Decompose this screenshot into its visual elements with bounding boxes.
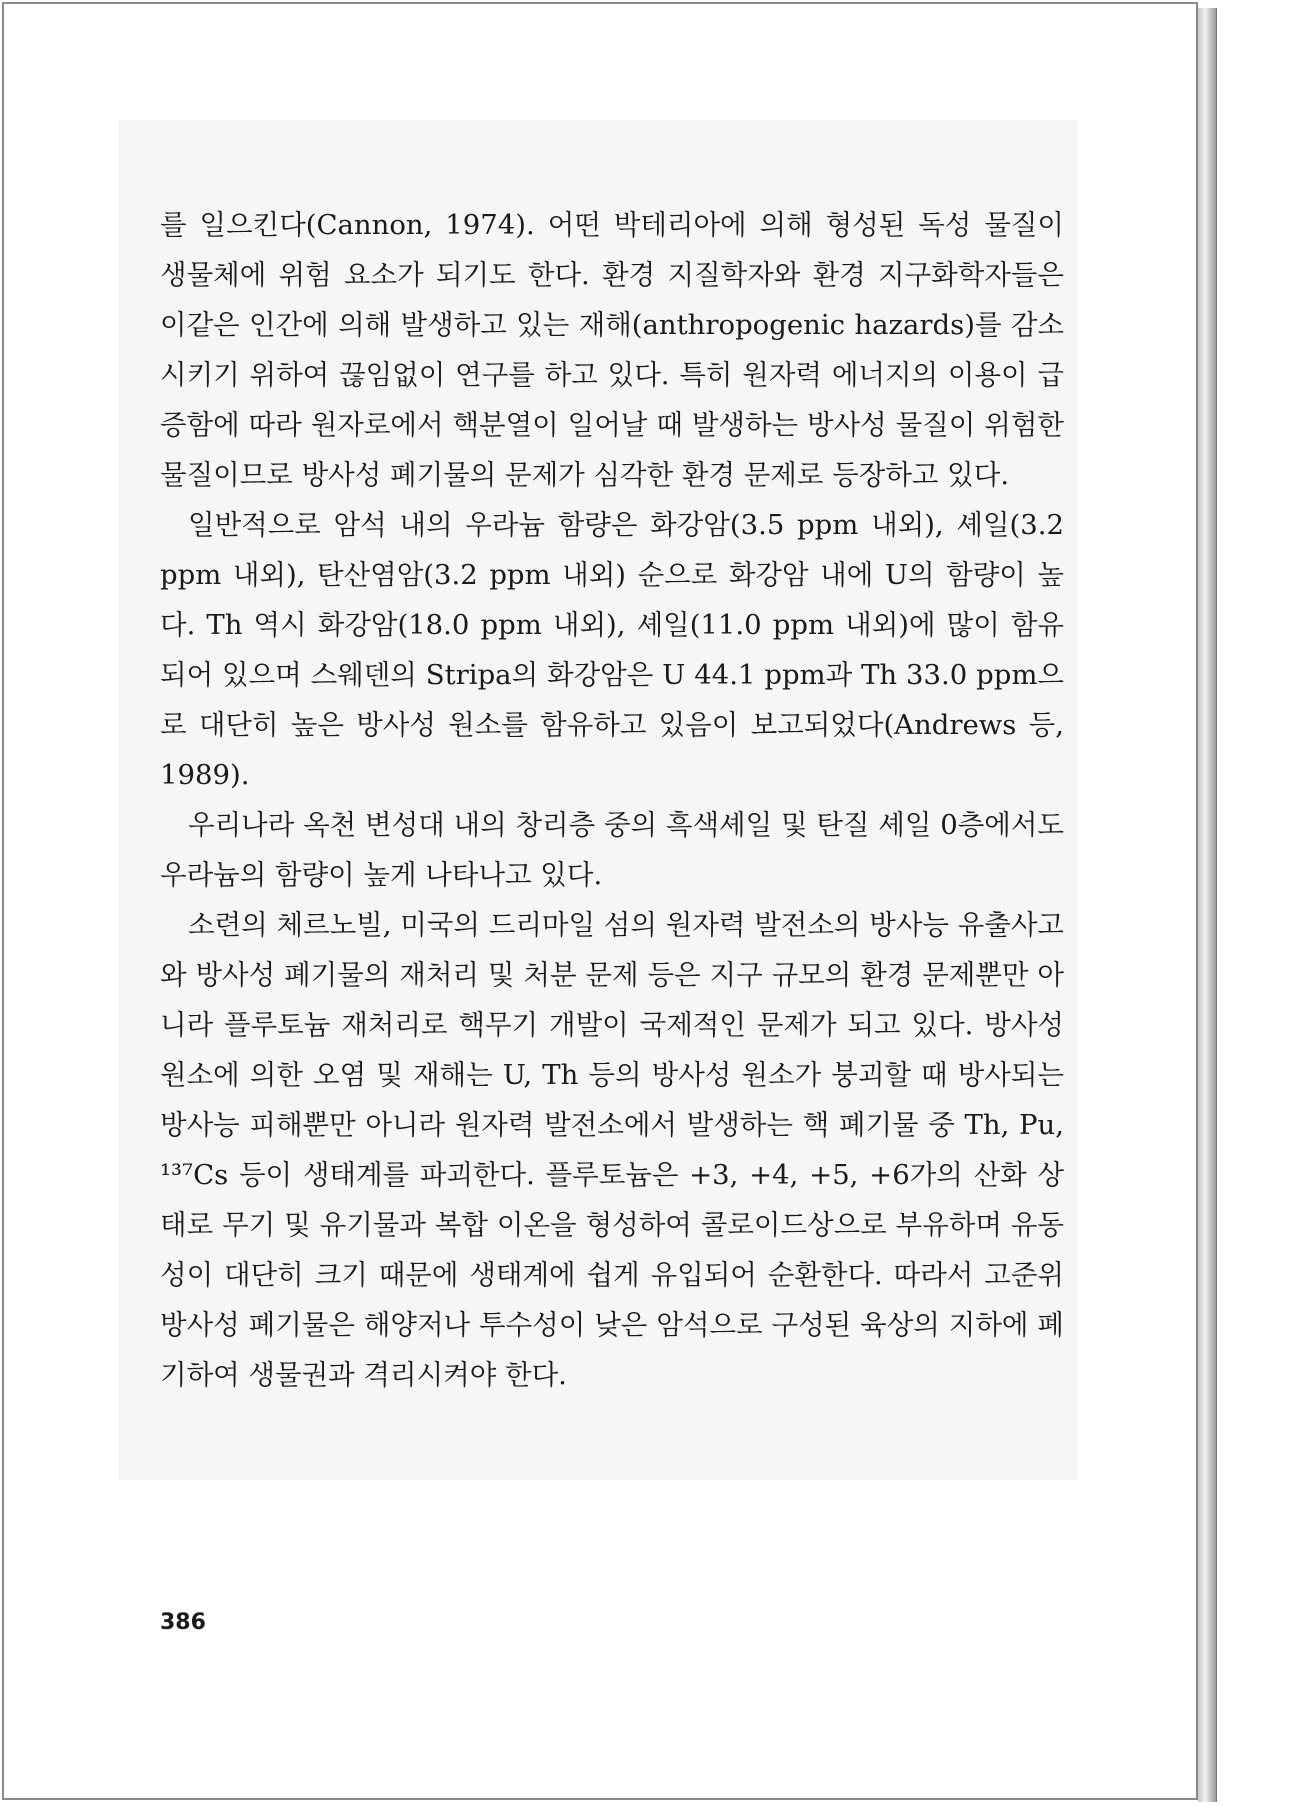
paragraph-2: 일반적으로 암석 내의 우라늄 함량은 화강암(3.5 ppm 내외), 셰일(3.2 ppm 내외), 탄산염암(3.2 ppm 내외) 순으로 화강암 내에 U의 함량이 높다. Th 역시 화강암(18.0 ppm 내외), 셰일(11.0 ppm 내외)에 많이 함유되어 있으며 스웨덴의 Stripa의 화강암은 U 44.1 ppm과 Th 33.0 ppm으로 대단히 높은 방사성 원소를 함유하고 있음이 보고되었다(Andrews 등, 1989). [160, 509, 1064, 791]
paragraph-4: 소련의 체르노빌, 미국의 드리마일 섬의 원자력 발전소의 방사능 유출사고와 방사성 폐기물의 재처리 및 처분 문제 등은 지구 규모의 환경 문제뿐만 아니라 플루토늄 재처리로 핵무기 개발이 국제적인 문제가 되고 있다. 방사성 원소에 의한 오염 및 재해는 U, Th 등의 방사성 원소가 붕괴할 때 방사되는 방사능 피해뿐만 아니라 원자력 발전소에서 발생하는 핵 폐기물 중 Th, Pu, ¹³⁷Cs 등이 생태계를 파괴한다. 플루토늄은 +3, +4, +5, +6가의 산화 상태로 무기 및 유기물과 복합 이온을 형성하여 콜로이드상으로 부유하며 유동성이 대단히 크기 때문에 생태계에 쉽게 유입되어 순환한다. 따라서 고준위 방사성 폐기물은 해양저나 투수성이 낮은 암석으로 구성된 육상의 지하에 폐기하여 생물권과 격리시켜야 한다. [160, 909, 1064, 1391]
page-number: 386 [160, 1610, 206, 1635]
page-edge-shadow [1198, 8, 1217, 1802]
body-text [160, 200, 1064, 1400]
paragraph-1: 를 일으킨다(Cannon, 1974). 어떤 박테리아에 의해 형성된 독성 물질이 생물체에 위험 요소가 되기도 한다. 환경 지질학자와 환경 지구화학자들은 이같은 인간에 의해 발생하고 있는 재해(anthropogenic hazards)를 감소시키기 위하여 끊임없이 연구를 하고 있다. 특히 원자력 에너지의 이용이 급증함에 따라 원자로에서 핵분열이 일어날 때 발생하는 방사성 물질이 위험한 물질이므로 방사성 폐기물의 문제가 심각한 환경 문제로 등장하고 있다. [160, 209, 1064, 491]
paragraph-3: 우리나라 옥천 변성대 내의 창리층 중의 흑색셰일 및 탄질 셰일 0층에서도 우라늄의 함량이 높게 나타나고 있다. [160, 809, 1064, 891]
